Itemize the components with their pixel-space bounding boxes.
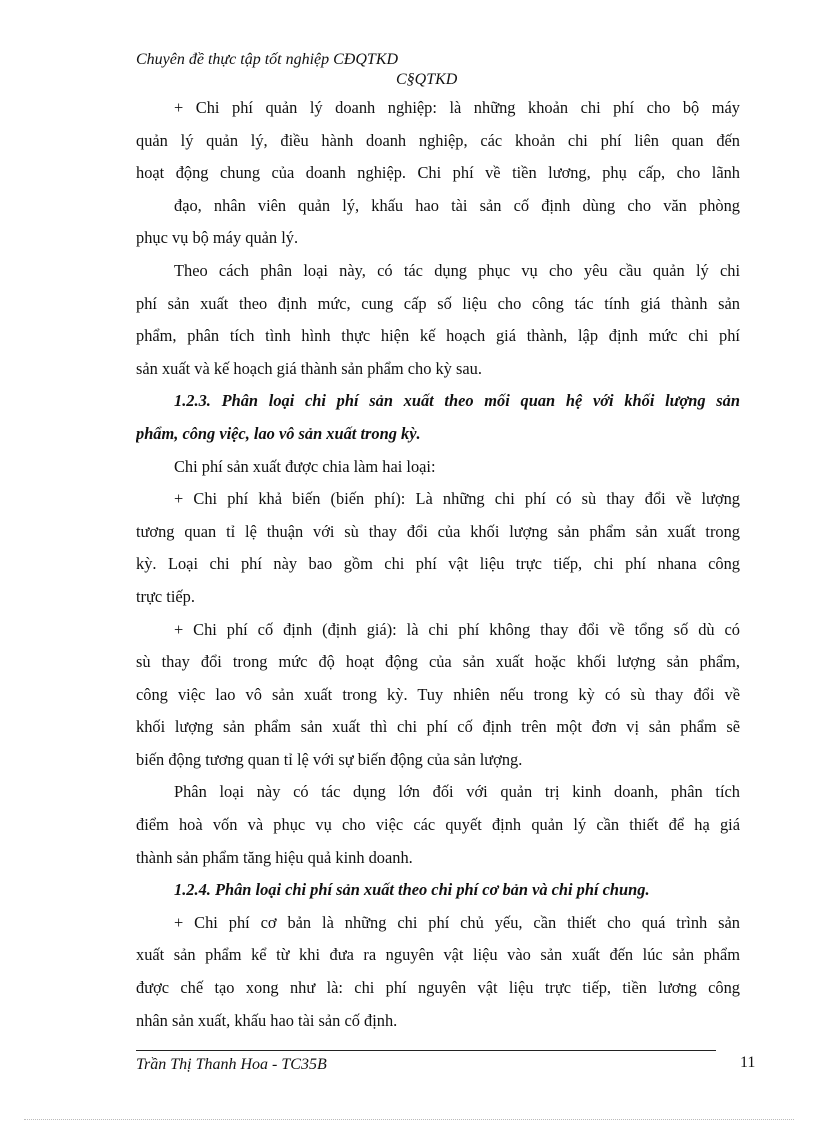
- text-line: phẩm, phân tích tình hình thực hiện kế hoạch giá thành, lập định mức chi phí: [136, 326, 740, 346]
- paragraph-variable-cost: [136, 483, 740, 613]
- text-line: công việc lao vô sản xuất trong kỳ. Tuy nhiên nếu trong kỳ có sù thay đổi về: [136, 684, 740, 704]
- section-heading-1-2-4: [136, 874, 740, 907]
- text-line: quản lý quản lý, điều hành doanh nghiệp, các khoản chi phí liên quan đến: [136, 130, 740, 150]
- text-line: tương quan tỉ lệ thuận với sù thay đổi của khối lượng sản phẩm sản xuất trong: [136, 521, 740, 541]
- text-line: + Chi phí quản lý doanh nghiệp: là những khoản chi phí cho bộ máy: [174, 98, 740, 117]
- text-line: + Chi phí khả biến (biến phí): Là những chi phí có sù thay đổi về lượng: [174, 489, 740, 509]
- text-line: sản xuất và kế hoạch giá thành sản phẩm cho kỳ sau.: [136, 358, 482, 378]
- text-line: được chế tạo xong như là: chi phí nguyên vật liệu trực tiếp, tiền lương công: [136, 978, 740, 998]
- text-line: biến động tương quan tỉ lệ với sự biến động của sản lượng.: [136, 749, 523, 769]
- heading-line: phẩm, công việc, lao vô sản xuất trong kỳ.: [136, 423, 421, 443]
- paragraph-breakeven: [136, 776, 740, 874]
- page-edge-dotted-line: [24, 1119, 794, 1120]
- paragraph-fixed-cost: [136, 614, 740, 777]
- paragraph-management-cost: [136, 92, 740, 255]
- text-line: sù thay đổi trong mức độ hoạt động của sản xuất hoặc khối lượng sản phẩm,: [136, 652, 740, 672]
- text-line: điểm hoà vốn và phục vụ cho việc các quyết định quản lý cần thiết để hạ giá: [136, 815, 740, 835]
- text-line: khối lượng sản phẩm sản xuất thì chi phí cố định trên một đơn vị sản phẩm sẽ: [136, 717, 740, 737]
- text-line: trực tiếp.: [136, 586, 195, 606]
- heading-line: 1.2.4. Phân loại chi phí sản xuất theo chi phí cơ bản và chi phí chung.: [174, 880, 650, 900]
- heading-line: 1.2.3. Phân loại chi phí sản xuất theo mối quan hệ với khối lượng sản: [174, 391, 740, 411]
- page-header: Chuyên đề thực tập tốt nghiệp CĐQTKD: [136, 51, 399, 68]
- text-line: Theo cách phân loại này, có tác dụng phục vụ cho yêu cầu quản lý chi: [174, 260, 740, 280]
- paragraph-classification-effect: [136, 255, 740, 385]
- document-body: [136, 92, 740, 1037]
- text-line: Chi phí sản xuất được chia làm hai loại:: [174, 456, 436, 476]
- section-heading-1-2-3: [136, 385, 740, 450]
- text-line: + Chi phí cố định (định giá): là chi phí không thay đổi về tổng số dù có: [174, 619, 740, 639]
- footer-rule: [136, 1050, 716, 1051]
- text-line: phục vụ bộ máy quản lý.: [136, 228, 299, 248]
- text-line: nhân sản xuất, khấu hao tài sản cố định.: [136, 1010, 398, 1030]
- page-header-abbrev: C§QTKD: [396, 71, 458, 88]
- text-line: hoạt động chung của doanh nghiệp. Chi phí về tiền lương, phụ cấp, cho lãnh: [136, 163, 740, 183]
- text-line: đạo, nhân viên quản lý, khấu hao tài sản cố định dùng cho văn phòng: [174, 195, 740, 215]
- page-number: 11: [740, 1054, 756, 1071]
- paragraph-two-types: [136, 451, 740, 484]
- text-line: Phân loại này có tác dụng lớn đối với quản trị kinh doanh, phân tích: [174, 782, 740, 802]
- text-line: xuất sản phẩm kể từ khi đưa ra nguyên vật liệu vào sản xuất đến lúc sản phẩm: [136, 945, 740, 965]
- text-line: thành sản phẩm tăng hiệu quả kinh doanh.: [136, 847, 413, 867]
- footer-author: Trần Thị Thanh Hoa - TC35B: [136, 1056, 327, 1073]
- text-line: + Chi phí cơ bản là những chi phí chủ yếu, cần thiết cho quá trình sản: [174, 912, 740, 932]
- paragraph-basic-cost: [136, 907, 740, 1037]
- text-line: kỳ. Loại chi phí này bao gồm chi phí vật liệu trực tiếp, chi phí nhana công: [136, 554, 740, 574]
- text-line: phí sản xuất theo định mức, cung cấp số liệu cho công tác tính giá thành sản: [136, 293, 740, 313]
